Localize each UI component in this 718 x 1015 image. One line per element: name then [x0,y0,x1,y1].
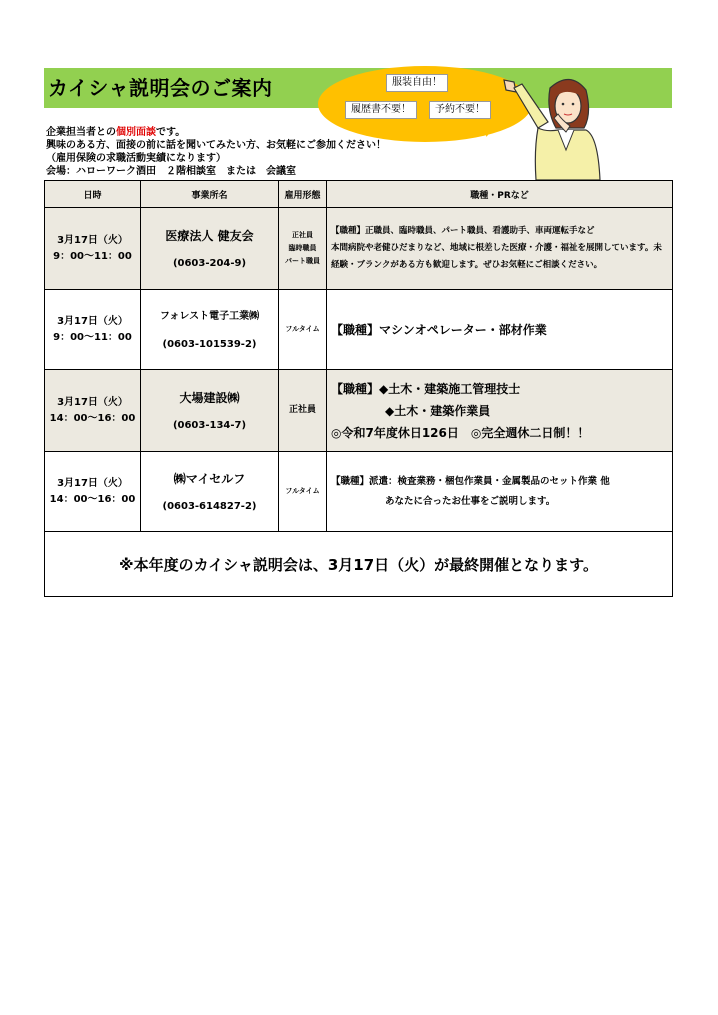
employment-type: 臨時職員 [288,244,317,252]
woman-illustration-icon [500,70,610,180]
row-pr [327,290,673,370]
employment-type: 正社員 [288,405,316,415]
employment-type: 正社員 [292,231,313,239]
page-title: カイシャ説明会のご案内 [48,76,273,100]
row-date: 3月17日（火） [57,477,128,489]
table-row [45,452,673,532]
pr-line: あなたに合ったお仕事をご説明します。 [385,495,556,507]
intro-line1-suffix: です。 [156,127,186,138]
company-name: ㈱マイセルフ [173,471,246,486]
tag-no-resume: 履歴書不要！ [345,101,417,119]
final-session-notice: ※本年度のカイシャ説明会は、3月17日（火）が最終開催となります。 [45,532,673,597]
row-time: 14：00～16：00 [49,493,136,505]
row-pr [327,370,673,452]
tag-no-reservation: 予約不要！ [429,101,491,119]
company-number: (0603-614827-2) [162,500,257,512]
table-header-row [45,181,673,208]
footer-row [45,532,673,597]
employment-type: フルタイム [285,325,320,333]
header-datetime: 日時 [45,181,141,208]
intro-text [46,126,386,178]
row-employment [279,370,327,452]
intro-line3: （雇用保険の求職活動実績になります） [46,153,226,164]
employment-type: フルタイム [285,487,320,495]
row-pr [327,208,673,290]
company-number: (0603-101539-2) [162,338,257,350]
pr-line: 【職種】正職員、臨時職員、パート職員、看護助手、車両運転手など [331,226,595,236]
header-company: 事業所名 [141,181,279,208]
company-number: (0603-204-9) [172,257,247,269]
table-row [45,290,673,370]
row-time: 9：00～11：00 [53,331,132,343]
company-name: 大場建設㈱ [179,390,240,405]
company-number: (0603-134-7) [172,419,247,431]
row-company [141,452,279,532]
row-company [141,370,279,452]
header-pr: 職種・PRなど [327,181,673,208]
row-employment [279,452,327,532]
row-time: 9：00～11：00 [53,250,132,262]
row-date: 3月17日（火） [57,234,128,246]
pr-line: 【職種】派遣：検査業務・梱包作業員・金属製品のセット作業 他 [331,475,610,487]
table-row [45,370,673,452]
row-date: 3月17日（火） [57,396,128,408]
row-company [141,208,279,290]
pr-line: 本間病院や老健ひだまりなど、地域に根差した医療・介護・福祉を展開しています。未経験・ブランクがある方も歓迎します。ぜひお気軽にご相談ください。 [331,243,662,270]
row-time: 14：00～16：00 [49,412,136,424]
row-datetime [45,370,141,452]
company-name: 医療法人 健友会 [165,228,254,243]
row-employment [279,208,327,290]
pr-line: ◎令和7年度休日126日 ◎完全週休二日制！！ [331,425,590,440]
employment-type: パート職員 [285,257,320,265]
table-row [45,208,673,290]
venue-line: 会場：ハローワーク酒田 ２階相談室 または 会議室 [46,166,296,177]
intro-line1-prefix: 企業担当者との [46,127,116,138]
header-employment: 雇用形態 [279,181,327,208]
intro-line2: 興味のある方、面接の前に話を聞いてみたい方、お気軽にご参加ください！ [46,140,386,151]
pr-line: 【職種】◆土木・建築施工管理技士 [331,381,521,396]
row-datetime [45,208,141,290]
company-name: フォレスト電子工業㈱ [159,310,260,322]
row-employment [279,290,327,370]
individual-interview-highlight: 個別面談 [116,127,156,138]
row-date: 3月17日（火） [57,315,128,327]
schedule-table [44,180,673,597]
row-pr [327,452,673,532]
row-company [141,290,279,370]
row-datetime [45,290,141,370]
tag-dress-free: 服装自由！ [386,74,448,92]
pr-line: 【職種】マシンオペレーター・部材作業 [331,322,547,337]
pr-line: ◆土木・建築作業員 [385,403,491,418]
row-datetime [45,452,141,532]
